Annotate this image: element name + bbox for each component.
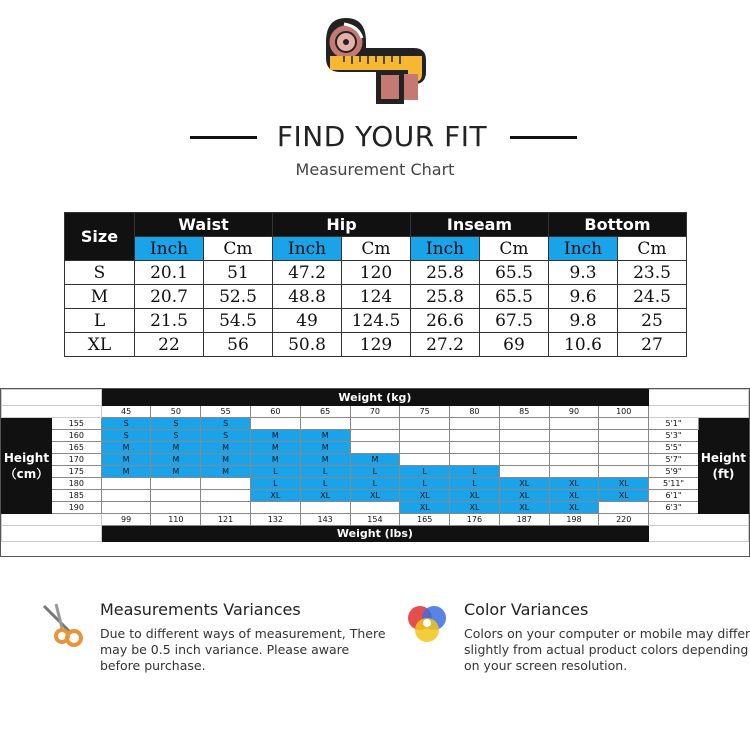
size-cell [599, 442, 649, 454]
weight-kg-value: 45 [101, 406, 151, 418]
height-ft-value: 6'3" [649, 502, 699, 514]
height-ft-value: 5'7" [649, 454, 699, 466]
size-cell [499, 454, 549, 466]
height-cm-value: 190 [51, 502, 101, 514]
size-cell [350, 442, 400, 454]
size-value: 27 [618, 333, 687, 357]
size-cell: XL [599, 490, 649, 502]
measurement-variance-text: Due to different ways of measurement, There may be 0.5 inch variance. Please aware before purchase. [100, 626, 386, 673]
height-cm-value: 175 [51, 466, 101, 478]
size-cell [450, 418, 500, 430]
weight-kg-value: 65 [300, 406, 350, 418]
size-cell [549, 418, 599, 430]
size-value: 54.5 [204, 309, 273, 333]
weight-lbs-value: 187 [499, 514, 549, 526]
size-cell [101, 502, 151, 514]
size-value: 52.5 [204, 285, 273, 309]
size-cell: L [400, 478, 450, 490]
weight-lbs-value: 220 [599, 514, 649, 526]
size-cell: M [251, 454, 301, 466]
height-ft-label-line1: Height [700, 450, 747, 465]
size-cell: XL [549, 502, 599, 514]
size-cell: L [350, 466, 400, 478]
size-cell: M [300, 454, 350, 466]
grid-row [2, 390, 749, 406]
size-cell [599, 418, 649, 430]
size-label: L [65, 309, 135, 333]
height-cm-label-line2: （cm） [4, 466, 49, 481]
size-value: 23.5 [618, 261, 687, 285]
weight-kg-value: 90 [549, 406, 599, 418]
color-wheel-icon [404, 602, 450, 648]
size-cell [300, 502, 350, 514]
size-value: 47.2 [273, 261, 342, 285]
height-ft-value: 5'3" [649, 430, 699, 442]
group-header-bottom: Bottom [549, 213, 687, 237]
size-cell: M [101, 466, 151, 478]
size-value: 67.5 [480, 309, 549, 333]
size-cell: XL [450, 502, 500, 514]
size-cell: XL [251, 490, 301, 502]
size-cell [499, 430, 549, 442]
height-cm-value: 160 [51, 430, 101, 442]
size-label: S [65, 261, 135, 285]
grid-blank [649, 406, 749, 418]
grid-blank [2, 390, 102, 406]
size-value: 9.8 [549, 309, 618, 333]
weight-lbs-value: 198 [549, 514, 599, 526]
weight-kg-value: 100 [599, 406, 649, 418]
size-value: 65.5 [480, 285, 549, 309]
size-value: 124.5 [342, 309, 411, 333]
grid-blank [649, 390, 749, 406]
size-cell [450, 430, 500, 442]
unit-inch: Inch [411, 237, 480, 261]
height-cm-value: 180 [51, 478, 101, 490]
size-cell: L [300, 478, 350, 490]
size-cell: XL [400, 502, 450, 514]
size-value: 56 [204, 333, 273, 357]
size-value: 49 [273, 309, 342, 333]
color-variance-title: Color Variances [464, 600, 589, 619]
unit-inch: Inch [135, 237, 204, 261]
weight-kg-value: 70 [350, 406, 400, 418]
page-title: FIND YOUR FIT [276, 120, 488, 153]
height-cm-label [2, 418, 52, 514]
size-cell: M [300, 430, 350, 442]
size-value: 9.6 [549, 285, 618, 309]
size-value: 9.3 [549, 261, 618, 285]
title-row [0, 120, 750, 154]
weight-lbs-value: 154 [350, 514, 400, 526]
group-header-waist: Waist [135, 213, 273, 237]
height-cm-value: 155 [51, 418, 101, 430]
size-cell [499, 418, 549, 430]
grid-blank [2, 406, 102, 418]
size-cell [549, 430, 599, 442]
height-ft-value: 5'9" [649, 466, 699, 478]
height-weight-grid [1, 389, 749, 542]
unit-cm: Cm [342, 237, 411, 261]
size-value: 48.8 [273, 285, 342, 309]
weight-kg-value: 50 [151, 406, 201, 418]
size-cell [599, 430, 649, 442]
size-value: 50.8 [273, 333, 342, 357]
size-cell: XL [499, 502, 549, 514]
weight-lbs-value: 165 [400, 514, 450, 526]
size-value: 24.5 [618, 285, 687, 309]
size-cell: L [400, 466, 450, 478]
size-value: 65.5 [480, 261, 549, 285]
size-cell [549, 454, 599, 466]
height-cm-value: 185 [51, 490, 101, 502]
grid-row [2, 418, 749, 430]
weight-kg-value: 55 [201, 406, 251, 418]
size-cell: XL [549, 478, 599, 490]
size-cell: M [201, 466, 251, 478]
size-value: 10.6 [549, 333, 618, 357]
size-cell [499, 466, 549, 478]
size-value: 21.5 [135, 309, 204, 333]
size-cell: M [251, 442, 301, 454]
height-ft-value: 6'1" [649, 490, 699, 502]
size-cell: XL [300, 490, 350, 502]
title-rule-left [190, 136, 257, 139]
height-cm-value: 170 [51, 454, 101, 466]
height-ft-label-line2: (ft) [712, 466, 735, 481]
size-cell [450, 442, 500, 454]
size-cell: XL [549, 490, 599, 502]
size-cell: L [350, 478, 400, 490]
size-cell: XL [499, 490, 549, 502]
size-cell [201, 478, 251, 490]
size-cell [599, 466, 649, 478]
size-cell: L [251, 478, 301, 490]
grid-row [2, 454, 749, 466]
grid-row [2, 514, 749, 526]
size-cell: M [300, 442, 350, 454]
size-cell: S [201, 430, 251, 442]
size-value: 20.1 [135, 261, 204, 285]
grid-blank [649, 514, 749, 526]
grid-row [2, 466, 749, 478]
size-cell [599, 502, 649, 514]
size-cell: M [251, 430, 301, 442]
height-ft-label [698, 418, 748, 514]
size-value: 69 [480, 333, 549, 357]
height-cm-label-line1: Height [3, 450, 50, 465]
unit-cm: Cm [204, 237, 273, 261]
grid-blank [2, 514, 102, 526]
unit-cm: Cm [618, 237, 687, 261]
size-cell: S [101, 430, 151, 442]
size-cell: M [201, 454, 251, 466]
group-header-hip: Hip [273, 213, 411, 237]
size-value: 25 [618, 309, 687, 333]
weight-kg-value: 75 [400, 406, 450, 418]
size-cell: M [151, 466, 201, 478]
size-value: 20.7 [135, 285, 204, 309]
size-cell [251, 502, 301, 514]
size-cell [599, 454, 649, 466]
size-cell [549, 442, 599, 454]
size-cell [549, 466, 599, 478]
size-cell [350, 502, 400, 514]
size-cell [400, 454, 450, 466]
height-ft-value: 5'11" [649, 478, 699, 490]
size-cell: M [350, 454, 400, 466]
weight-kg-value: 80 [450, 406, 500, 418]
grid-row [2, 490, 749, 502]
size-cell: XL [350, 490, 400, 502]
size-value: 124 [342, 285, 411, 309]
size-cell: S [101, 418, 151, 430]
size-cell [400, 418, 450, 430]
size-cell: S [151, 430, 201, 442]
weight-lbs-value: 110 [151, 514, 201, 526]
unit-cm: Cm [480, 237, 549, 261]
height-weight-chart [0, 388, 750, 557]
grid-row [2, 526, 749, 542]
size-row [65, 285, 687, 309]
size-cell [400, 442, 450, 454]
size-cell [350, 418, 400, 430]
size-cell: S [201, 418, 251, 430]
weight-lbs-value: 132 [251, 514, 301, 526]
size-label: XL [65, 333, 135, 357]
height-cm-value: 165 [51, 442, 101, 454]
size-cell [151, 478, 201, 490]
grid-row [2, 502, 749, 514]
size-row [65, 261, 687, 285]
size-cell: XL [599, 478, 649, 490]
weight-kg-value: 60 [251, 406, 301, 418]
measurement-variance-title: Measurements Variances [100, 600, 301, 619]
size-row [65, 309, 687, 333]
grid-row [2, 442, 749, 454]
weight-lbs-value: 143 [300, 514, 350, 526]
grid-row [2, 406, 749, 418]
size-cell: L [300, 466, 350, 478]
title-rule-right [510, 136, 577, 139]
weight-lbs-value: 121 [201, 514, 251, 526]
size-cell [251, 418, 301, 430]
grid-blank [2, 526, 102, 542]
size-cell [450, 454, 500, 466]
size-value: 22 [135, 333, 204, 357]
height-ft-value: 5'5" [649, 442, 699, 454]
size-cell: L [450, 466, 500, 478]
size-cell: L [251, 466, 301, 478]
size-cell: XL [400, 490, 450, 502]
grid-blank [649, 526, 749, 542]
size-value: 51 [204, 261, 273, 285]
grid-row [2, 478, 749, 490]
size-cell [151, 502, 201, 514]
weight-kg-title: Weight (kg) [101, 390, 648, 406]
size-cell [201, 490, 251, 502]
size-cell: M [151, 454, 201, 466]
size-table [64, 212, 687, 357]
size-cell: M [101, 442, 151, 454]
scissors-icon [40, 602, 86, 648]
size-cell: M [101, 454, 151, 466]
size-cell: XL [450, 490, 500, 502]
weight-lbs-title: Weight (lbs) [101, 526, 648, 542]
group-header-inseam: Inseam [411, 213, 549, 237]
size-cell: XL [499, 478, 549, 490]
color-variance-text: Colors on your computer or mobile may differ slightly from actual product colors depending on your screen resolution. [464, 626, 750, 673]
weight-lbs-value: 99 [101, 514, 151, 526]
size-value: 25.8 [411, 285, 480, 309]
height-ft-value: 5'1" [649, 418, 699, 430]
unit-inch: Inch [549, 237, 618, 261]
weight-kg-value: 85 [499, 406, 549, 418]
size-cell [201, 502, 251, 514]
size-cell [101, 478, 151, 490]
size-value: 25.8 [411, 261, 480, 285]
page-subtitle: Measurement Chart [295, 160, 455, 179]
size-header: Size [65, 213, 135, 261]
size-cell: M [201, 442, 251, 454]
size-cell: S [151, 418, 201, 430]
weight-lbs-value: 176 [450, 514, 500, 526]
size-cell [350, 430, 400, 442]
size-cell [300, 418, 350, 430]
size-value: 26.6 [411, 309, 480, 333]
size-cell [499, 442, 549, 454]
size-cell [101, 490, 151, 502]
size-cell: M [151, 442, 201, 454]
unit-inch: Inch [273, 237, 342, 261]
size-value: 27.2 [411, 333, 480, 357]
grid-row [2, 430, 749, 442]
size-label: M [65, 285, 135, 309]
size-cell: L [450, 478, 500, 490]
size-row [65, 333, 687, 357]
tape-measure-icon [318, 12, 430, 108]
size-cell [400, 430, 450, 442]
size-value: 129 [342, 333, 411, 357]
size-value: 120 [342, 261, 411, 285]
size-cell [151, 490, 201, 502]
